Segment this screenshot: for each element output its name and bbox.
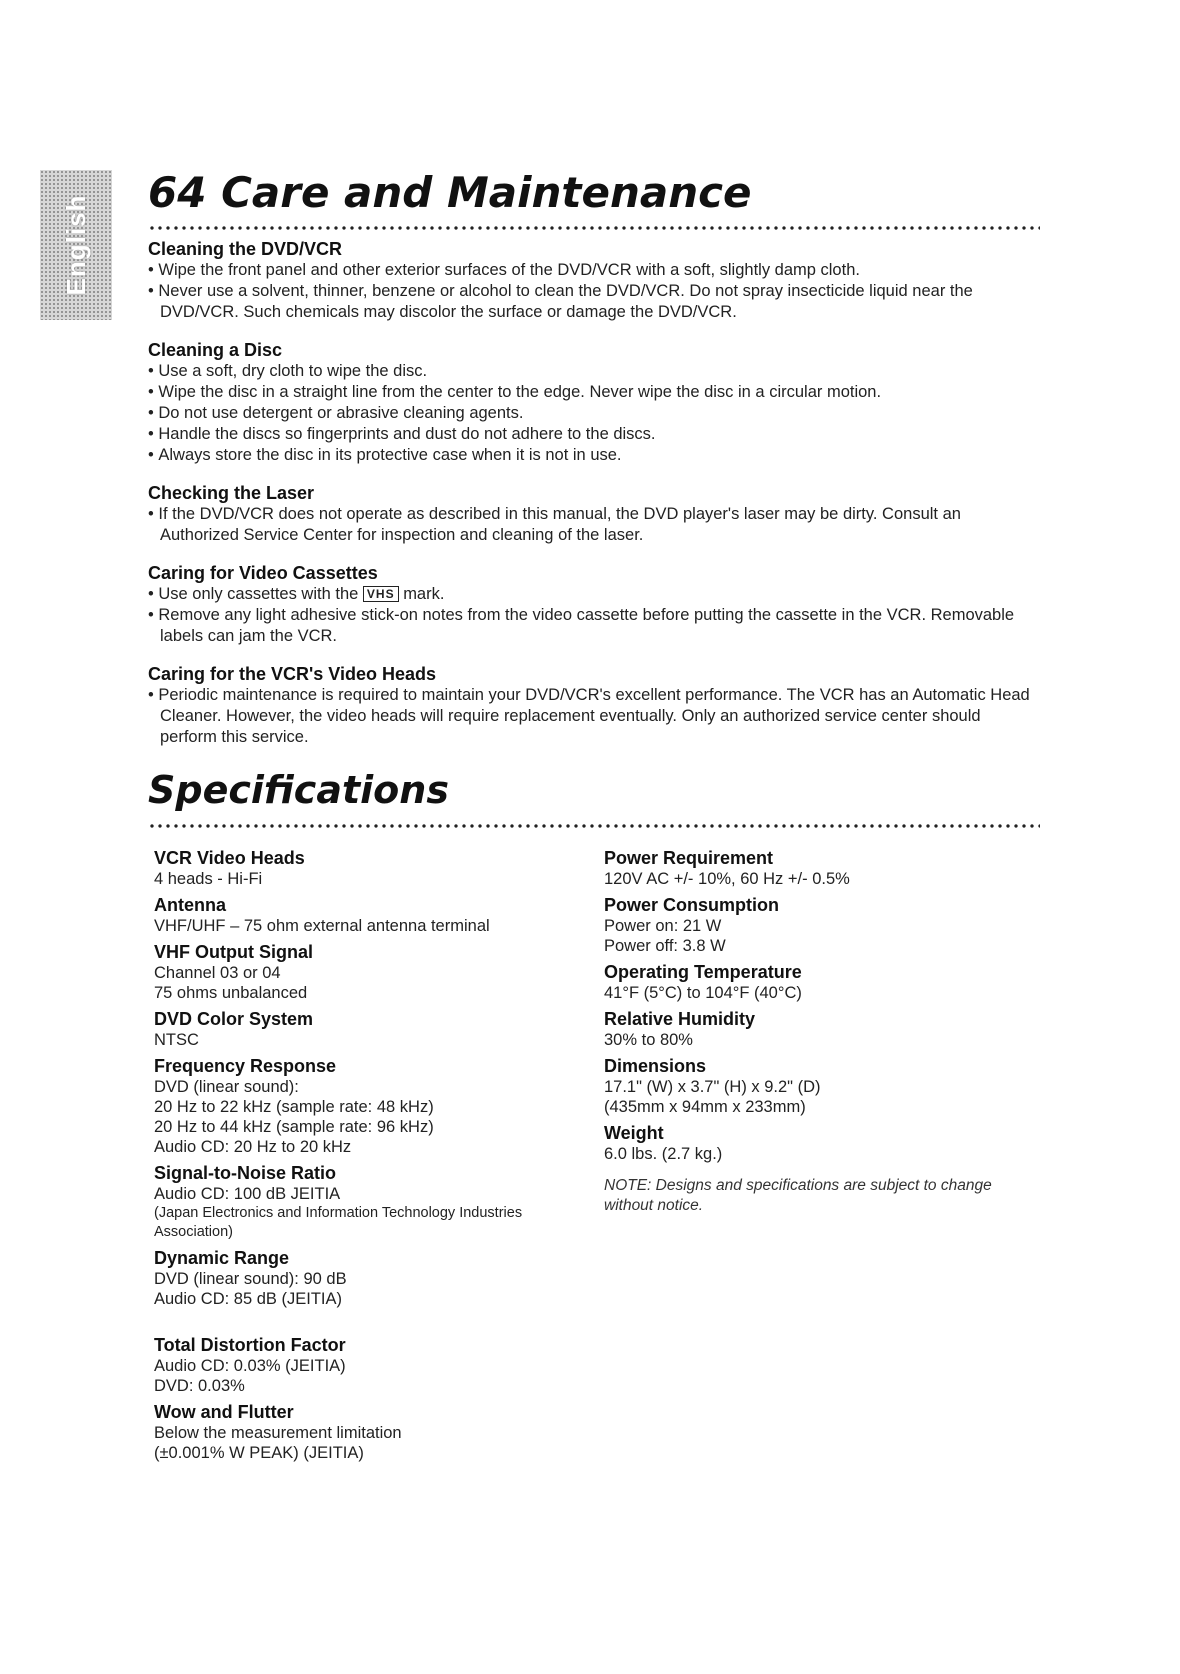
bullet-item: • Periodic maintenance is required to maintain your DVD/VCR's excellent performance. The VCR has an Automatic Head Cleaner. However, the video heads will require replacement eventually. Only an authorized service center should perform this service.	[148, 685, 1038, 748]
spec-weight	[604, 1123, 1040, 1164]
spec-dynamic-range	[154, 1248, 574, 1309]
bullet-item: • Never use a solvent, thinner, benzene or alcohol to clean the DVD/VCR. Do not spray insecticide liquid near the DVD/VCR. Such chemicals may discolor the surface or damage the DVD/VCR.	[148, 281, 1038, 323]
spec-heading: Weight	[604, 1123, 664, 1143]
spec-heading: VCR Video Heads	[154, 848, 305, 868]
spec-value: Below the measurement limitation	[154, 1424, 402, 1442]
language-tab-label: English	[60, 194, 91, 296]
title-divider	[148, 226, 1040, 230]
spec-dvd-color-system	[154, 1009, 574, 1050]
spec-heading: Signal-to-Noise Ratio	[154, 1163, 337, 1183]
spec-value: Audio CD: 100 dB JEITIA	[154, 1185, 341, 1203]
spec-value: 17.1" (W) x 3.7" (H) x 9.2" (D)	[604, 1078, 821, 1096]
bullet-text: Use only cassettes with the	[158, 585, 359, 603]
vhs-logo-icon: VHS	[363, 586, 399, 602]
spec-value: 75 ohms unbalanced	[154, 984, 308, 1002]
spec-heading: Dimensions	[604, 1056, 707, 1076]
spec-signal-to-noise-ratio	[154, 1163, 574, 1242]
spec-value: DVD: 0.03%	[154, 1377, 245, 1395]
spec-value: NTSC	[154, 1031, 199, 1049]
section-cleaning-disc	[148, 339, 1038, 466]
spec-power-requirement	[604, 848, 1040, 889]
spec-wow-and-flutter	[154, 1402, 574, 1463]
specifications-divider	[148, 824, 1040, 828]
section-caring-video-cassettes	[148, 562, 1038, 647]
spec-heading: Wow and Flutter	[154, 1402, 294, 1422]
spec-total-distortion-factor	[154, 1335, 574, 1396]
spec-value: DVD (linear sound): 90 dB	[154, 1270, 347, 1288]
section-checking-laser	[148, 482, 1038, 546]
section-heading: Checking the Laser	[148, 483, 315, 503]
spec-value: (Japan Electronics and Information Technology Industries Association)	[154, 1205, 523, 1240]
spec-heading: Total Distortion Factor	[154, 1335, 346, 1355]
spec-value: 120V AC +/- 10%, 60 Hz +/- 0.5%	[604, 870, 850, 888]
spec-value: Audio CD: 0.03% (JEITIA)	[154, 1357, 346, 1375]
section-cleaning-dvd-vcr	[148, 238, 1038, 323]
bullet-item: • Use a soft, dry cloth to wipe the disc.	[148, 361, 1038, 382]
specs-left-column	[154, 848, 574, 1469]
spec-heading: DVD Color System	[154, 1009, 314, 1029]
spec-vhf-output-signal	[154, 942, 574, 1003]
spec-heading: Antenna	[154, 895, 226, 915]
spec-value: VHF/UHF – 75 ohm external antenna terminal	[154, 917, 490, 935]
spec-heading: Frequency Response	[154, 1056, 337, 1076]
spec-vcr-video-heads	[154, 848, 574, 889]
spec-heading: VHF Output Signal	[154, 942, 313, 962]
spec-value: 20 Hz to 44 kHz (sample rate: 96 kHz)	[154, 1118, 434, 1136]
bullet-item: • Always store the disc in its protective case when it is not in use.	[148, 445, 1038, 466]
spec-value: Channel 03 or 04	[154, 964, 281, 982]
language-tab	[40, 170, 112, 320]
spec-dimensions	[604, 1056, 1040, 1117]
spec-value: 4 heads - Hi-Fi	[154, 870, 263, 888]
spec-operating-temperature	[604, 962, 1040, 1003]
spec-power-consumption	[604, 895, 1040, 956]
spec-frequency-response	[154, 1056, 574, 1157]
spec-value: Audio CD: 85 dB (JEITIA)	[154, 1290, 342, 1308]
spec-relative-humidity	[604, 1009, 1040, 1050]
spec-heading: Operating Temperature	[604, 962, 802, 982]
bullet-item: • If the DVD/VCR does not operate as described in this manual, the DVD player's laser may be dirty. Consult an Authorized Service Center for inspection and cleaning of the laser.	[148, 504, 1038, 546]
bullet-item: • Do not use detergent or abrasive cleaning agents.	[148, 403, 1038, 424]
bullet-text: mark.	[403, 585, 445, 603]
spec-heading: Power Requirement	[604, 848, 774, 868]
spec-value: (±0.001% W PEAK) (JEITIA)	[154, 1444, 364, 1462]
bullet-item: • Wipe the front panel and other exterior surfaces of the DVD/VCR with a soft, slightly damp cloth.	[148, 260, 1038, 281]
section-heading: Cleaning the DVD/VCR	[148, 239, 343, 259]
specifications-title: Specifications	[148, 768, 449, 812]
spec-value: Power on: 21 W	[604, 917, 722, 935]
spec-value: DVD (linear sound):	[154, 1078, 299, 1096]
bullet-item	[148, 584, 1038, 605]
section-heading: Caring for Video Cassettes	[148, 563, 378, 583]
spec-value: 30% to 80%	[604, 1031, 693, 1049]
spec-heading: Power Consumption	[604, 895, 779, 915]
section-caring-video-heads	[148, 663, 1038, 748]
spec-value: 41°F (5°C) to 104°F (40°C)	[604, 984, 802, 1002]
page-title: 64 Care and Maintenance	[148, 168, 752, 217]
care-maintenance-body	[148, 238, 1038, 764]
spec-heading: Relative Humidity	[604, 1009, 756, 1029]
spec-value: Power off: 3.8 W	[604, 937, 726, 955]
spec-value: (435mm x 94mm x 233mm)	[604, 1098, 806, 1116]
spec-value: Audio CD: 20 Hz to 20 kHz	[154, 1138, 352, 1156]
specs-note: NOTE: Designs and specifications are subject to change without notice.	[604, 1177, 992, 1214]
bullet-item: • Handle the discs so fingerprints and dust do not adhere to the discs.	[148, 424, 1038, 445]
spec-antenna	[154, 895, 574, 936]
spec-value: 20 Hz to 22 kHz (sample rate: 48 kHz)	[154, 1098, 434, 1116]
specs-right-column	[604, 848, 1040, 1216]
section-heading: Cleaning a Disc	[148, 340, 283, 360]
bullet-item: • Remove any light adhesive stick-on notes from the video cassette before putting the cassette in the VCR. Removable labels can jam the VCR.	[148, 605, 1038, 647]
bullet-item: • Wipe the disc in a straight line from the center to the edge. Never wipe the disc in a circular motion.	[148, 382, 1038, 403]
spec-heading: Dynamic Range	[154, 1248, 290, 1268]
spec-value: 6.0 lbs. (2.7 kg.)	[604, 1145, 723, 1163]
section-heading: Caring for the VCR's Video Heads	[148, 664, 437, 684]
